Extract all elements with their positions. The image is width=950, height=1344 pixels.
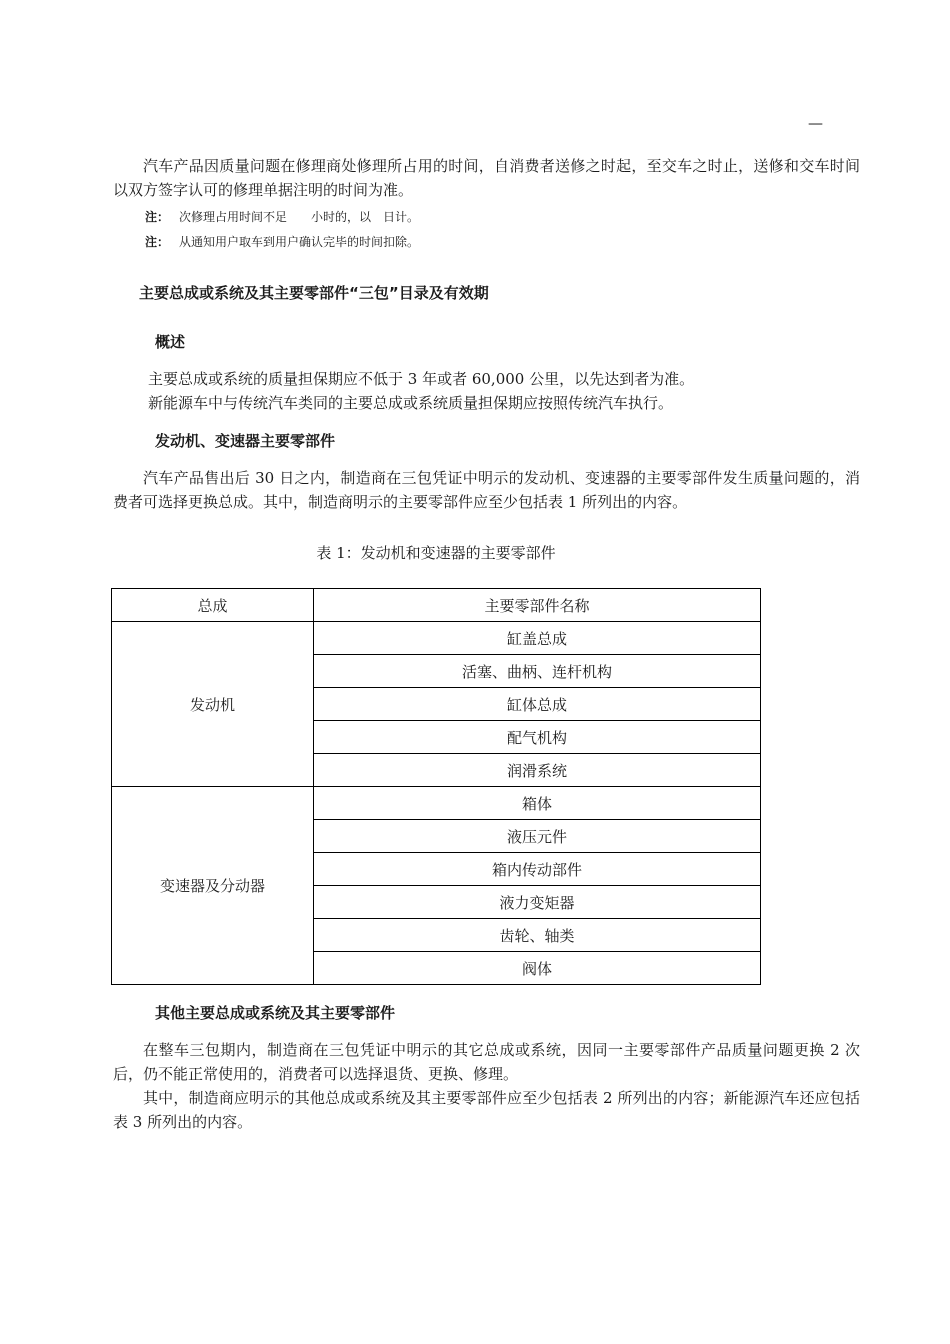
overview-line-1: 主要总成或系统的质量担保期应不低于 3 年或者 60,000 公里，以先达到者为准。 (148, 370, 695, 388)
part-cell: 箱内传动部件 (314, 853, 761, 886)
overview-line-2: 新能源车中与传统汽车类同的主要总成或系统质量担保期应按照传统汽车执行。 (148, 394, 674, 412)
section-title: 主要总成或系统及其主要零部件“三包”目录及有效期 (139, 284, 489, 302)
assembly-cell: 发动机 (112, 622, 314, 787)
note-text: 次修理占用时间不足 小时的，以 日计。 (179, 210, 420, 224)
note-text: 从通知用户取车到用户确认完毕的时间扣除。 (179, 235, 420, 249)
part-cell: 液压元件 (314, 820, 761, 853)
part-cell: 缸体总成 (314, 688, 761, 721)
note-label: 注： (145, 235, 170, 249)
part-cell: 缸盖总成 (314, 622, 761, 655)
other-paragraph-2: 其中，制造商应明示的其他总成或系统及其主要零部件应至少包括表 2 所列出的内容；新能源汽车还应包括表 3 所列出的内容。 (113, 1089, 860, 1131)
part-cell: 箱体 (314, 787, 761, 820)
part-cell: 齿轮、轴类 (314, 919, 761, 952)
header-mark: — (808, 114, 823, 132)
note-label: 注： (145, 210, 170, 224)
overview-title: 概述 (155, 333, 186, 351)
note-2 (145, 233, 845, 251)
intro-paragraph: 汽车产品因质量问题在修理商处修理所占用的时间，自消费者送修之时起，至交车之时止，送修和交车时间以双方签字认可的修理单据注明的时间为准。 (113, 157, 860, 199)
table-row (112, 787, 761, 820)
part-cell: 液力变矩器 (314, 886, 761, 919)
assembly-cell: 变速器及分动器 (112, 787, 314, 985)
parts-table (111, 588, 761, 985)
header-parts: 主要零部件名称 (314, 589, 761, 622)
header-assembly: 总成 (112, 589, 314, 622)
part-cell: 配气机构 (314, 721, 761, 754)
table-row (112, 622, 761, 655)
other-title: 其他主要总成或系统及其主要零部件 (155, 1004, 396, 1022)
part-cell: 阀体 (314, 952, 761, 985)
table-caption: 表 1：发动机和变速器的主要零部件 (316, 544, 556, 562)
part-cell: 润滑系统 (314, 754, 761, 787)
engine-paragraph: 汽车产品售出后 30 日之内，制造商在三包凭证中明示的发动机、变速器的主要零部件发生质量问题的，消费者可选择更换总成。其中，制造商明示的主要零部件应至少包括表 1 所列出的内容。 (113, 469, 860, 511)
table-header-row (112, 589, 761, 622)
engine-title: 发动机、变速器主要零部件 (155, 432, 336, 450)
other-paragraph-1: 在整车三包期内，制造商在三包凭证中明示的其它总成或系统，因同一主要零部件产品质量问题更换 2 次后，仍不能正常使用的，消费者可以选择退货、更换、修理。 (113, 1041, 860, 1083)
part-cell: 活塞、曲柄、连杆机构 (314, 655, 761, 688)
note-1 (145, 208, 845, 226)
